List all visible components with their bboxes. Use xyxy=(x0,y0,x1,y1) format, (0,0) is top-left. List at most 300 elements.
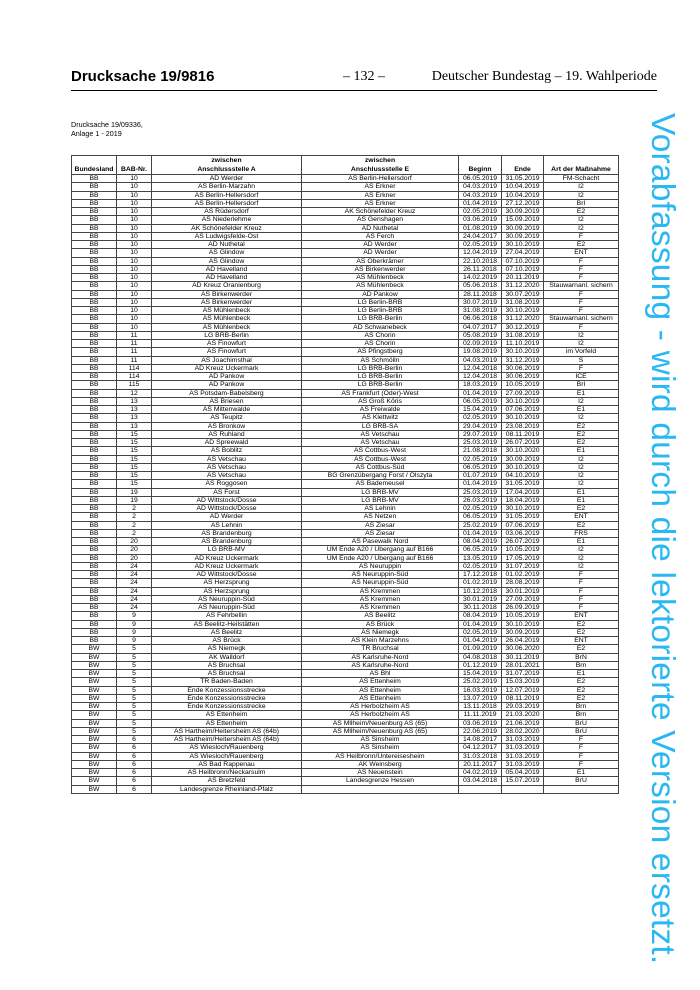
cell-art: E2 xyxy=(544,439,619,447)
cell-anschlussstelle-e: AS Erkner xyxy=(302,191,459,199)
cell-beginn: 02.09.2019 xyxy=(459,340,502,348)
cell-anschlussstelle-a: AD Wittstock/Dosse xyxy=(152,496,302,504)
table-row xyxy=(72,546,619,554)
cell-bundesland: BW xyxy=(72,719,117,727)
cell-anschlussstelle-e: AS Chorin xyxy=(302,340,459,348)
cell-art: S xyxy=(544,356,619,364)
cell-anschlussstelle-a: AS Ludwigsfelde-Ost xyxy=(152,232,302,240)
cell-bundesland: BB xyxy=(72,323,117,331)
cell-ende: 31.05.2019 xyxy=(502,513,544,521)
cell-art: E2 xyxy=(544,620,619,628)
cell-anschlussstelle-e: AS Kremmen xyxy=(302,587,459,595)
cell-anschlussstelle-a: AS Finowfurt xyxy=(152,340,302,348)
cell-bab: 11 xyxy=(117,348,152,356)
cell-anschlussstelle-e: AS Klettwitz xyxy=(302,414,459,422)
cell-ende: 27.09.2019 xyxy=(502,595,544,603)
cell-anschlussstelle-a: AD Wittstock/Dosse xyxy=(152,571,302,579)
cell-bab: 6 xyxy=(117,777,152,785)
cell-ende xyxy=(502,785,544,793)
cell-bundesland: BB xyxy=(72,463,117,471)
cell-bundesland: BB xyxy=(72,191,117,199)
table-row xyxy=(72,480,619,488)
table-row xyxy=(72,315,619,323)
cell-bundesland: BB xyxy=(72,529,117,537)
cell-anschlussstelle-e: LG BRB-SA xyxy=(302,422,459,430)
cell-ende: 29.03.2019 xyxy=(502,703,544,711)
cell-ende: 31.12.2019 xyxy=(502,356,544,364)
cell-bab: 10 xyxy=(117,307,152,315)
cell-bundesland: BB xyxy=(72,340,117,348)
cell-beginn: 31.03.2018 xyxy=(459,752,502,760)
cell-bab: 24 xyxy=(117,604,152,612)
cell-anschlussstelle-e: AS Neuruppin-Süd xyxy=(302,579,459,587)
cell-bundesland: BB xyxy=(72,290,117,298)
construction-table xyxy=(71,155,619,794)
cell-anschlussstelle-e: AS Pasewalk Nord xyxy=(302,538,459,546)
cell-ende: 20.11.2019 xyxy=(502,274,544,282)
cell-bab: 24 xyxy=(117,562,152,570)
cell-anschlussstelle-e: LG BRB-Berlin xyxy=(302,315,459,323)
cell-bundesland: BW xyxy=(72,711,117,719)
cell-anschlussstelle-a: AS Wiesloch/Rauenberg xyxy=(152,744,302,752)
cell-bab: 10 xyxy=(117,290,152,298)
cell-anschlussstelle-e: AS Brück xyxy=(302,620,459,628)
cell-bab: 10 xyxy=(117,315,152,323)
cell-anschlussstelle-e: BG Grenzübergang Forst / Olszyta xyxy=(302,472,459,480)
cell-bundesland: BB xyxy=(72,637,117,645)
cell-beginn: 25.02.2019 xyxy=(459,678,502,686)
cell-art: F xyxy=(544,587,619,595)
cell-ende: 30.10.2019 xyxy=(502,397,544,405)
cell-ende: 30.10.2019 xyxy=(502,620,544,628)
cell-art: FM-Schacht xyxy=(544,175,619,183)
cell-ende: 30.10.2019 xyxy=(502,505,544,513)
cell-bundesland: BB xyxy=(72,620,117,628)
cell-ende: 30.10.2019 xyxy=(502,348,544,356)
cell-art: F xyxy=(544,604,619,612)
cell-anschlussstelle-a: AS Briesen xyxy=(152,397,302,405)
cell-art: E1 xyxy=(544,496,619,504)
cell-bab: 10 xyxy=(117,298,152,306)
cell-art: I2 xyxy=(544,554,619,562)
cell-beginn: 25.03.2019 xyxy=(459,488,502,496)
cell-art: FRS xyxy=(544,529,619,537)
cell-bab: 15 xyxy=(117,480,152,488)
cell-bab: 6 xyxy=(117,760,152,768)
cell-ende: 15.09.2019 xyxy=(502,216,544,224)
cell-ende: 18.04.2019 xyxy=(502,496,544,504)
cell-art: E2 xyxy=(544,521,619,529)
header-blank-4 xyxy=(502,156,544,166)
cell-bundesland: BB xyxy=(72,249,117,257)
cell-anschlussstelle-e: AS Cottbus-West xyxy=(302,455,459,463)
cell-anschlussstelle-a: Ende Konzessionsstrecke xyxy=(152,694,302,702)
table-row xyxy=(72,620,619,628)
cell-ende: 31.08.2019 xyxy=(502,331,544,339)
cell-bab: 19 xyxy=(117,496,152,504)
cell-beginn: 02.05.2019 xyxy=(459,505,502,513)
cell-anschlussstelle-a: AD Kreuz Uckermark xyxy=(152,562,302,570)
cell-anschlussstelle-a: Ende Konzessionsstrecke xyxy=(152,686,302,694)
cell-bundesland: BB xyxy=(72,571,117,579)
cell-bundesland: BB xyxy=(72,422,117,430)
cell-bab: 5 xyxy=(117,653,152,661)
cell-anschlussstelle-e: AD Werder xyxy=(302,241,459,249)
cell-beginn: 02.05.2019 xyxy=(459,414,502,422)
cell-bab: 10 xyxy=(117,224,152,232)
table-row xyxy=(72,488,619,496)
cell-anschlussstelle-a: AD Havelland xyxy=(152,274,302,282)
table-row xyxy=(72,257,619,265)
cell-anschlussstelle-a: AS Birkenwerder xyxy=(152,298,302,306)
table-row xyxy=(72,579,619,587)
cell-ende: 30.10.2019 xyxy=(502,241,544,249)
cell-anschlussstelle-a: AS Hartheim/Heitersheim AS (64b) xyxy=(152,736,302,744)
cell-anschlussstelle-e: AS Bademeusel xyxy=(302,480,459,488)
table-row xyxy=(72,307,619,315)
cell-bundesland: BB xyxy=(72,513,117,521)
table-row xyxy=(72,373,619,381)
cell-ende: 07.06.2019 xyxy=(502,521,544,529)
cell-bundesland: BB xyxy=(72,505,117,513)
header-bab: BAB-Nr. xyxy=(117,165,152,175)
cell-beginn: 02.05.2019 xyxy=(459,208,502,216)
cell-anschlussstelle-a: AD Pankow xyxy=(152,381,302,389)
table-row xyxy=(72,521,619,529)
cell-bab: 5 xyxy=(117,678,152,686)
cell-anschlussstelle-a: LG BRB-MV xyxy=(152,546,302,554)
cell-anschlussstelle-e: AS Freiwalde xyxy=(302,406,459,414)
cell-art: I2 xyxy=(544,472,619,480)
cell-art: I2 xyxy=(544,183,619,191)
cell-anschlussstelle-e: AS Pfingstberg xyxy=(302,348,459,356)
cell-anschlussstelle-e: AS Ziesar xyxy=(302,529,459,537)
cell-bab: 5 xyxy=(117,727,152,735)
cell-beginn: 01.07.2019 xyxy=(459,472,502,480)
cell-anschlussstelle-e: AS Heilbronn/Untereisesheim xyxy=(302,752,459,760)
cell-bundesland: BW xyxy=(72,653,117,661)
cell-bundesland: BW xyxy=(72,727,117,735)
cell-ende: 30.06.2020 xyxy=(502,645,544,653)
cell-art: F xyxy=(544,364,619,372)
cell-bundesland: BB xyxy=(72,257,117,265)
cell-bab: 13 xyxy=(117,397,152,405)
cell-anschlussstelle-e: AS Netzen xyxy=(302,513,459,521)
cell-beginn: 06.05.2019 xyxy=(459,397,502,405)
cell-bab: 2 xyxy=(117,521,152,529)
table-row xyxy=(72,472,619,480)
cell-bundesland: BB xyxy=(72,472,117,480)
cell-bundesland: BB xyxy=(72,199,117,207)
cell-art: Stauwarnanl. sichern xyxy=(544,315,619,323)
cell-ende: 10.05.2019 xyxy=(502,546,544,554)
cell-anschlussstelle-a: AS Wiesloch/Rauenberg xyxy=(152,752,302,760)
cell-ende: 21.06.2019 xyxy=(502,719,544,727)
cell-bundesland: BW xyxy=(72,769,117,777)
cell-bab: 2 xyxy=(117,505,152,513)
cell-beginn: 13.05.2019 xyxy=(459,554,502,562)
cell-anschlussstelle-e: AS Ettenheim xyxy=(302,686,459,694)
cell-anschlussstelle-e: AS Herbolzheim AS xyxy=(302,703,459,711)
cell-anschlussstelle-e: AS Cottbus-West xyxy=(302,447,459,455)
cell-anschlussstelle-e xyxy=(302,785,459,793)
cell-beginn: 02.05.2019 xyxy=(459,241,502,249)
cell-art: I2 xyxy=(544,340,619,348)
cell-beginn: 01.04.2019 xyxy=(459,620,502,628)
cell-bab: 10 xyxy=(117,257,152,265)
cell-anschlussstelle-e: AS Ferch xyxy=(302,232,459,240)
cell-bundesland: BB xyxy=(72,241,117,249)
cell-anschlussstelle-e: AS Chorin xyxy=(302,331,459,339)
cell-ende: 31.05.2019 xyxy=(502,480,544,488)
cell-anschlussstelle-e: AS Lehnin xyxy=(302,505,459,513)
table-row xyxy=(72,282,619,290)
cell-beginn: 01.08.2019 xyxy=(459,224,502,232)
cell-ende: 30.09.2019 xyxy=(502,628,544,636)
cell-anschlussstelle-a: AS Ettenheim xyxy=(152,711,302,719)
cell-ende: 21.03.2020 xyxy=(502,711,544,719)
table-row xyxy=(72,348,619,356)
table-row xyxy=(72,274,619,282)
cell-anschlussstelle-e: AS Mllheim/Neuenburg AS (65) xyxy=(302,727,459,735)
table-row xyxy=(72,447,619,455)
cell-anschlussstelle-e: AS Beelitz xyxy=(302,612,459,620)
cell-bundesland: BW xyxy=(72,686,117,694)
cell-ende: 30.09.2019 xyxy=(502,208,544,216)
cell-art: BrI xyxy=(544,381,619,389)
cell-ende: 31.12.2020 xyxy=(502,282,544,290)
cell-bab: 6 xyxy=(117,736,152,744)
cell-bab: 24 xyxy=(117,571,152,579)
cell-ende: 17.04.2019 xyxy=(502,488,544,496)
table-row xyxy=(72,224,619,232)
cell-bundesland: BW xyxy=(72,694,117,702)
cell-anschlussstelle-e: AD Nuthetal xyxy=(302,224,459,232)
cell-bab: 5 xyxy=(117,645,152,653)
cell-bundesland: BB xyxy=(72,397,117,405)
cell-anschlussstelle-a: AS Niederlehme xyxy=(152,216,302,224)
cell-bab: 10 xyxy=(117,241,152,249)
cell-ende: 31.08.2019 xyxy=(502,298,544,306)
cell-bundesland: BW xyxy=(72,661,117,669)
cell-bab: 10 xyxy=(117,282,152,290)
cell-art: BrU xyxy=(544,727,619,735)
cell-bundesland: BB xyxy=(72,406,117,414)
table-row xyxy=(72,496,619,504)
cell-anschlussstelle-a: AD Kreuz Uckermark xyxy=(152,364,302,372)
cell-beginn: 16.03.2019 xyxy=(459,686,502,694)
header-anschlussstelle-e: Anschlussstelle E xyxy=(302,165,459,175)
cell-bab: 5 xyxy=(117,711,152,719)
cell-anschlussstelle-e: AS Sinsheim xyxy=(302,736,459,744)
table-row xyxy=(72,183,619,191)
cell-ende: 10.04.2019 xyxy=(502,183,544,191)
cell-bab: 5 xyxy=(117,703,152,711)
doc-label: Drucksache 19/ xyxy=(71,68,182,85)
cell-anschlussstelle-a: AS Joachimsthal xyxy=(152,356,302,364)
preface-line-1: Drucksache 19/09336, xyxy=(71,120,143,129)
cell-anschlussstelle-e: LG Berlin-BRB xyxy=(302,307,459,315)
cell-anschlussstelle-a: AS Herzsprung xyxy=(152,587,302,595)
cell-ende: 27.09.2019 xyxy=(502,389,544,397)
table-row xyxy=(72,694,619,702)
cell-anschlussstelle-e: AS Groß Köris xyxy=(302,397,459,405)
table-row xyxy=(72,439,619,447)
cell-ende: 31.07.2019 xyxy=(502,670,544,678)
cell-beginn: 25.02.2019 xyxy=(459,521,502,529)
cell-anschlussstelle-e: LG Berlin-BRB xyxy=(302,298,459,306)
cell-bundesland: BB xyxy=(72,208,117,216)
cell-beginn: 25.03.2019 xyxy=(459,439,502,447)
cell-bundesland: BB xyxy=(72,455,117,463)
cell-bab: 11 xyxy=(117,331,152,339)
cell-beginn: 13.11.2018 xyxy=(459,703,502,711)
cell-beginn: 03.06.2019 xyxy=(459,719,502,727)
cell-anschlussstelle-e: AD Werder xyxy=(302,249,459,257)
table-row xyxy=(72,628,619,636)
cell-anschlussstelle-a: Landesgrenze Rheinland-Pfalz xyxy=(152,785,302,793)
cell-ende: 11.10.2019 xyxy=(502,340,544,348)
cell-beginn: 15.04.2019 xyxy=(459,406,502,414)
table-row xyxy=(72,727,619,735)
cell-anschlussstelle-a: AD Kreuz Oranienburg xyxy=(152,282,302,290)
cell-bundesland: BW xyxy=(72,760,117,768)
cell-art: F xyxy=(544,595,619,603)
cell-art: E2 xyxy=(544,422,619,430)
cell-beginn: 04.03.2019 xyxy=(459,191,502,199)
cell-bundesland: BB xyxy=(72,282,117,290)
cell-anschlussstelle-a: AS Brandenburg xyxy=(152,529,302,537)
cell-bundesland: BB xyxy=(72,307,117,315)
cell-beginn: 30.01.2019 xyxy=(459,595,502,603)
page-header xyxy=(71,64,657,91)
cell-bundesland: BB xyxy=(72,373,117,381)
cell-ende: 30.11.2019 xyxy=(502,653,544,661)
cell-ende: 15.07.2019 xyxy=(502,777,544,785)
cell-art: BrN xyxy=(544,653,619,661)
cell-bundesland: BB xyxy=(72,587,117,595)
cell-beginn: 06.05.2019 xyxy=(459,513,502,521)
table-row xyxy=(72,670,619,678)
cell-beginn: 29.04.2019 xyxy=(459,422,502,430)
cell-beginn: 06.06.2018 xyxy=(459,315,502,323)
cell-anschlussstelle-e: Landesgrenze Hessen xyxy=(302,777,459,785)
cell-art: I2 xyxy=(544,331,619,339)
cell-bundesland: BW xyxy=(72,785,117,793)
cell-ende: 31.03.2019 xyxy=(502,760,544,768)
cell-art: E1 xyxy=(544,538,619,546)
cell-bab: 5 xyxy=(117,694,152,702)
cell-art: F xyxy=(544,290,619,298)
cell-bab: 10 xyxy=(117,249,152,257)
header-beginn: Beginn xyxy=(459,165,502,175)
cell-ende: 12.07.2019 xyxy=(502,686,544,694)
cell-ende: 30.09.2019 xyxy=(502,232,544,240)
cell-bundesland: BB xyxy=(72,331,117,339)
cell-ende: 28.01.2021 xyxy=(502,661,544,669)
cell-anschlussstelle-a: AS Herzsprung xyxy=(152,579,302,587)
cell-anschlussstelle-a: AS Rüdersdorf xyxy=(152,208,302,216)
cell-anschlussstelle-e: AK Schönefelder Kreuz xyxy=(302,208,459,216)
cell-beginn: 01.02.2019 xyxy=(459,579,502,587)
cell-anschlussstelle-a: AS Mühlenbeck xyxy=(152,323,302,331)
cell-art: E1 xyxy=(544,488,619,496)
cell-beginn: 22.06.2019 xyxy=(459,727,502,735)
table-row xyxy=(72,356,619,364)
cell-anschlussstelle-a: AD Wittstock/Dosse xyxy=(152,505,302,513)
cell-ende: 07.06.2019 xyxy=(502,406,544,414)
cell-bab: 13 xyxy=(117,406,152,414)
cell-bab: 20 xyxy=(117,538,152,546)
cell-anschlussstelle-a: AS Vetschau xyxy=(152,463,302,471)
cell-bab: 12 xyxy=(117,389,152,397)
cell-bundesland: BB xyxy=(72,216,117,224)
cell-bundesland: BB xyxy=(72,554,117,562)
cell-bab: 5 xyxy=(117,686,152,694)
cell-bab: 5 xyxy=(117,719,152,727)
cell-ende: 03.06.2019 xyxy=(502,529,544,537)
cell-ende: 28.08.2019 xyxy=(502,579,544,587)
table-row xyxy=(72,736,619,744)
cell-art: E2 xyxy=(544,694,619,702)
table-row xyxy=(72,661,619,669)
cell-bab: 15 xyxy=(117,455,152,463)
cell-anschlussstelle-e: AS Kremmen xyxy=(302,595,459,603)
cell-anschlussstelle-e: AS Vetschau xyxy=(302,430,459,438)
cell-anschlussstelle-a: AD Kreuz Uckermark xyxy=(152,554,302,562)
cell-ende: 30.09.2019 xyxy=(502,224,544,232)
cell-bundesland: BB xyxy=(72,595,117,603)
cell-bab: 15 xyxy=(117,447,152,455)
cell-ende: 26.07.2019 xyxy=(502,439,544,447)
cell-beginn: 01.04.2019 xyxy=(459,199,502,207)
table-row xyxy=(72,216,619,224)
cell-bab: 24 xyxy=(117,579,152,587)
table-row xyxy=(72,208,619,216)
watermark xyxy=(644,113,685,965)
cell-anschlussstelle-a: AS Bad Rappenau xyxy=(152,760,302,768)
cell-anschlussstelle-a: AS Brück xyxy=(152,637,302,645)
cell-ende: 27.12.2019 xyxy=(502,199,544,207)
cell-bab: 6 xyxy=(117,744,152,752)
cell-art: F xyxy=(544,323,619,331)
cell-anschlussstelle-a: TR Baden-Baden xyxy=(152,678,302,686)
cell-anschlussstelle-a: AD Pankow xyxy=(152,373,302,381)
cell-beginn xyxy=(459,785,502,793)
cell-beginn: 01.04.2019 xyxy=(459,529,502,537)
cell-ende: 30.01.2019 xyxy=(502,587,544,595)
cell-ende: 07.10.2019 xyxy=(502,257,544,265)
cell-beginn: 12.04.2018 xyxy=(459,373,502,381)
cell-bab: 9 xyxy=(117,620,152,628)
cell-beginn: 04.07.2017 xyxy=(459,323,502,331)
page-number: – 132 – xyxy=(343,69,385,84)
cell-bab: 10 xyxy=(117,265,152,273)
cell-bundesland: BB xyxy=(72,356,117,364)
cell-anschlussstelle-a: AS Berlin-Marzahn xyxy=(152,183,302,191)
cell-art: F xyxy=(544,571,619,579)
cell-ende: 30.10.2020 xyxy=(502,447,544,455)
header-bundesland: Bundesland xyxy=(72,165,117,175)
cell-art: E2 xyxy=(544,208,619,216)
cell-bundesland: BB xyxy=(72,628,117,636)
cell-anschlussstelle-a: AS Neuruppin-Süd xyxy=(152,595,302,603)
table-row xyxy=(72,513,619,521)
table-row xyxy=(72,785,619,793)
cell-bab: 114 xyxy=(117,364,152,372)
cell-ende: 08.11.2019 xyxy=(502,430,544,438)
institution: Deutscher Bundestag – 19. Wahlperiode xyxy=(431,69,657,84)
